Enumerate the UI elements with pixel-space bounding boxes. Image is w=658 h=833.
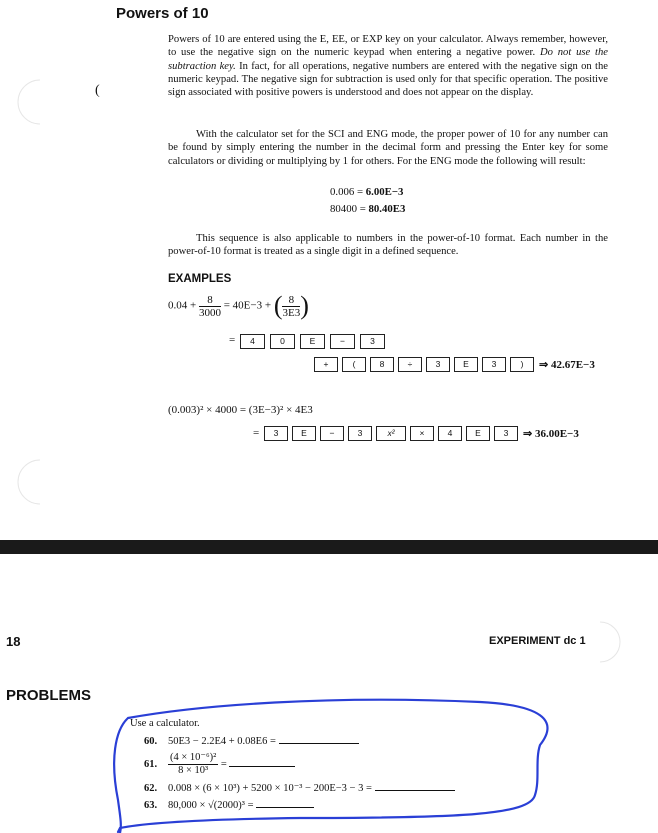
eng-example-2: 80400 = 80.40E3 bbox=[330, 203, 406, 215]
key-3: 3 bbox=[348, 426, 372, 441]
key-3: 3 bbox=[426, 357, 450, 372]
key-minus: − bbox=[320, 426, 344, 441]
key-0: 0 bbox=[270, 334, 295, 349]
example1-equals: = bbox=[229, 334, 236, 346]
problem-63: 63. 80,000 × √(2000)³ = bbox=[144, 800, 314, 811]
problem-60: 60. 50E3 − 2.2E4 + 0.08E6 = bbox=[144, 736, 359, 747]
key-e: E bbox=[300, 334, 325, 349]
key-8: 8 bbox=[370, 357, 394, 372]
paragraph-sequence: This sequence is also applicable to numbers in the power-of-10 format. Each number in the power-of-10 format is treated as a single digit in a defined sequence. bbox=[168, 233, 608, 258]
key-3: 3 bbox=[264, 426, 288, 441]
key-3: 3 bbox=[360, 334, 385, 349]
key-minus: − bbox=[330, 334, 355, 349]
example1-result: ⇒ 42.67E−3 bbox=[539, 359, 595, 371]
key-4: 4 bbox=[438, 426, 462, 441]
key-e: E bbox=[454, 357, 478, 372]
eng-example-1: 0.006 = 6.00E−3 bbox=[330, 186, 404, 198]
section-title: Powers of 10 bbox=[116, 5, 209, 22]
key-plus: + bbox=[314, 357, 338, 372]
margin-paren: ( bbox=[95, 83, 100, 98]
problem-61-fraction: $\frac{\text{(4 × 10⁻⁶)²}}{\text{8 × 10³}}$ bbox=[170, 752, 217, 776]
key-3: 3 bbox=[494, 426, 518, 441]
key-divide: ÷ bbox=[398, 357, 422, 372]
key-3: 3 bbox=[482, 357, 506, 372]
examples-heading: EXAMPLES bbox=[168, 273, 232, 285]
problem-62: 62. 0.008 × (6 × 10³) + 5200 × 10⁻³ − 200E−3 − 3 = bbox=[144, 782, 455, 794]
running-header: EXPERIMENT dc 1 bbox=[489, 635, 586, 647]
example2-equation: (0.003)² × 4000 = (3E−3)² × 4E3 bbox=[168, 404, 313, 416]
problem-61: 61. $\frac{\text{(4 × 10⁻⁶)²}}{\text{8 × 10³}}$ = bbox=[144, 752, 295, 777]
problems-heading: PROBLEMS bbox=[6, 687, 92, 704]
key-multiply: × bbox=[410, 426, 434, 441]
key-close-paren: ) bbox=[510, 357, 534, 372]
key-e: E bbox=[292, 426, 316, 441]
paragraph-powers-intro: Powers of 10 are entered using the E, EE, or EXP key on your calculator. Always remember, however, to use the negative sign on the numeric keypad when entering a negative power. Do not use the subtraction key. In fact, for all operations, negative numbers are entered with the negative sign on the numeric keypad. The negative sign for subtraction is used only for that specific operation. The positive sign associated with positive powers is understood and does not appear on the display. bbox=[168, 34, 608, 99]
problems-intro: Use a calculator. bbox=[130, 718, 200, 729]
paragraph-sci-eng-mode: With the calculator set for the SCI and ENG mode, the proper power of 10 for any number can be found by simply entering the number in the decimal form and pressing the Enter key for some calculators or dividing or multiplying by 1 for others. For the ENG mode the following will result: bbox=[168, 129, 608, 167]
key-x-squared: x² bbox=[376, 426, 406, 441]
key-open-paren: ( bbox=[342, 357, 366, 372]
example1-fraction: $\frac{8}{3000}$ bbox=[198, 293, 221, 319]
example1-equation: 0.04 + $\frac{8}{3000}$ = 40E−3 + ( $\frac{8}{3E3}$ ) bbox=[168, 291, 309, 320]
example1-paren-fraction: $\frac{8}{3E3}$ bbox=[282, 293, 301, 319]
page-number: 18 bbox=[6, 634, 21, 649]
key-e: E bbox=[466, 426, 490, 441]
example2-result: ⇒ 36.00E−3 bbox=[523, 428, 579, 440]
key-4: 4 bbox=[240, 334, 265, 349]
example2-equals: = bbox=[253, 427, 260, 439]
annotation-stroke bbox=[114, 700, 547, 833]
